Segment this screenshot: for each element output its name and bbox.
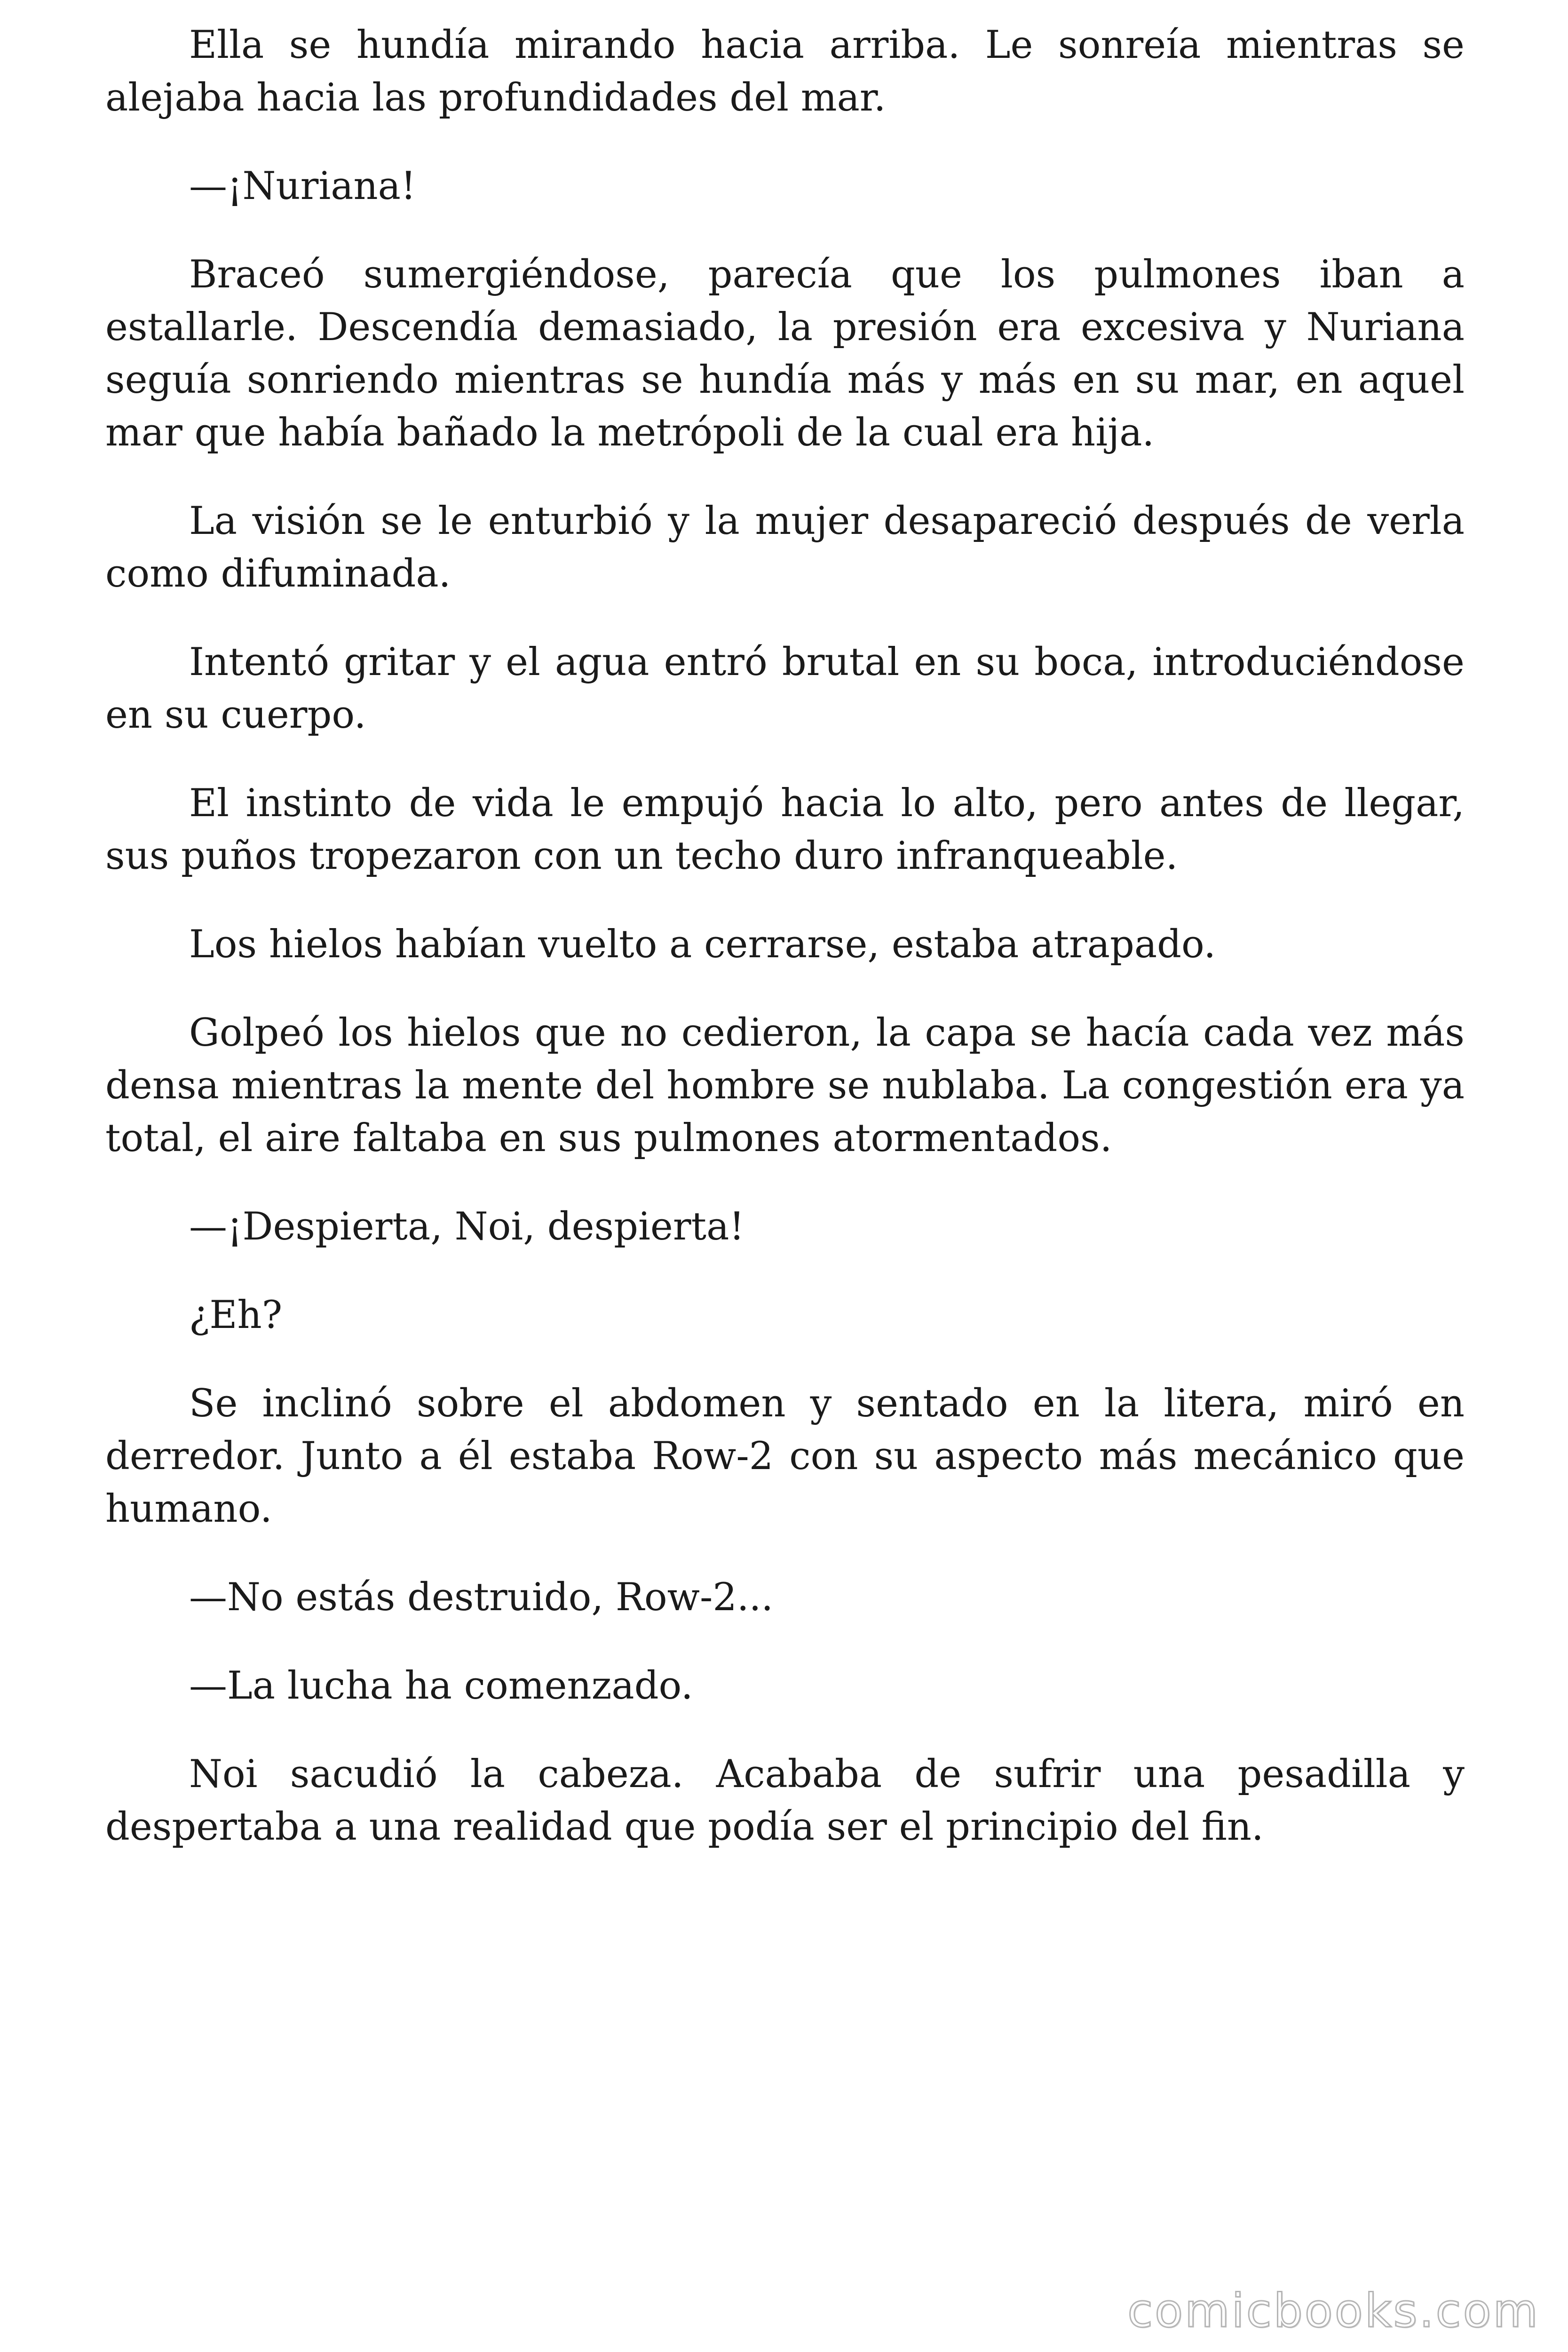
paragraph-11: Se inclinó sobre el abdomen y sentado en la litera, miró en derredor. Junto a él estaba Row-2 con su aspecto más mecánico que humano. [105,1382,1465,1531]
paragraph-9: —¡Despierta, Noi, despierta! [189,1205,744,1249]
paragraph-3: Braceó sumergiéndose, parecía que los pulmones iban a estallarle. Descendía demasiado, la presión era excesiva y Nuriana seguía sonriendo mientras se hundía más y más en su mar, en aquel mar que había bañado la metrópoli de la cual era hija. [105,253,1465,455]
paragraph-2: —¡Nuriana! [189,164,416,208]
paragraph-10: ¿Eh? [189,1293,283,1337]
paragraph-1: Ella se hundía mirando hacia arriba. Le sonreía mientras se alejaba hacia las profundidades del mar. [105,23,1465,120]
paragraph-4: La visión se le enturbió y la mujer desapareció después de verla como difuminada. [105,499,1465,596]
paragraph-8: Golpeó los hielos que no cedieron, la capa se hacía cada vez más densa mientras la mente del hombre se nublaba. La congestión era ya total, el aire faltaba en sus pulmones atormentados. [105,1011,1465,1160]
paragraph-12: —No estás destruido, Row-2... [189,1575,774,1620]
paragraph-7: Los hielos habían vuelto a cerrarse, estaba atrapado. [189,922,1216,967]
watermark: comicbooks.com [1127,2284,1540,2338]
page-body [105,19,1465,1889]
paragraph-5: Intentó gritar y el agua entró brutal en su boca, introduciéndose en su cuerpo. [105,640,1465,737]
paragraph-13: —La lucha ha comenzado. [189,1664,693,1708]
paragraph-14: Noi sacudió la cabeza. Acababa de sufrir una pesadilla y despertaba a una realidad que podía ser el principio del fin. [105,1752,1465,1849]
paragraph-6: El instinto de vida le empujó hacia lo alto, pero antes de llegar, sus puños tropezaron con un techo duro infranqueable. [105,781,1465,878]
